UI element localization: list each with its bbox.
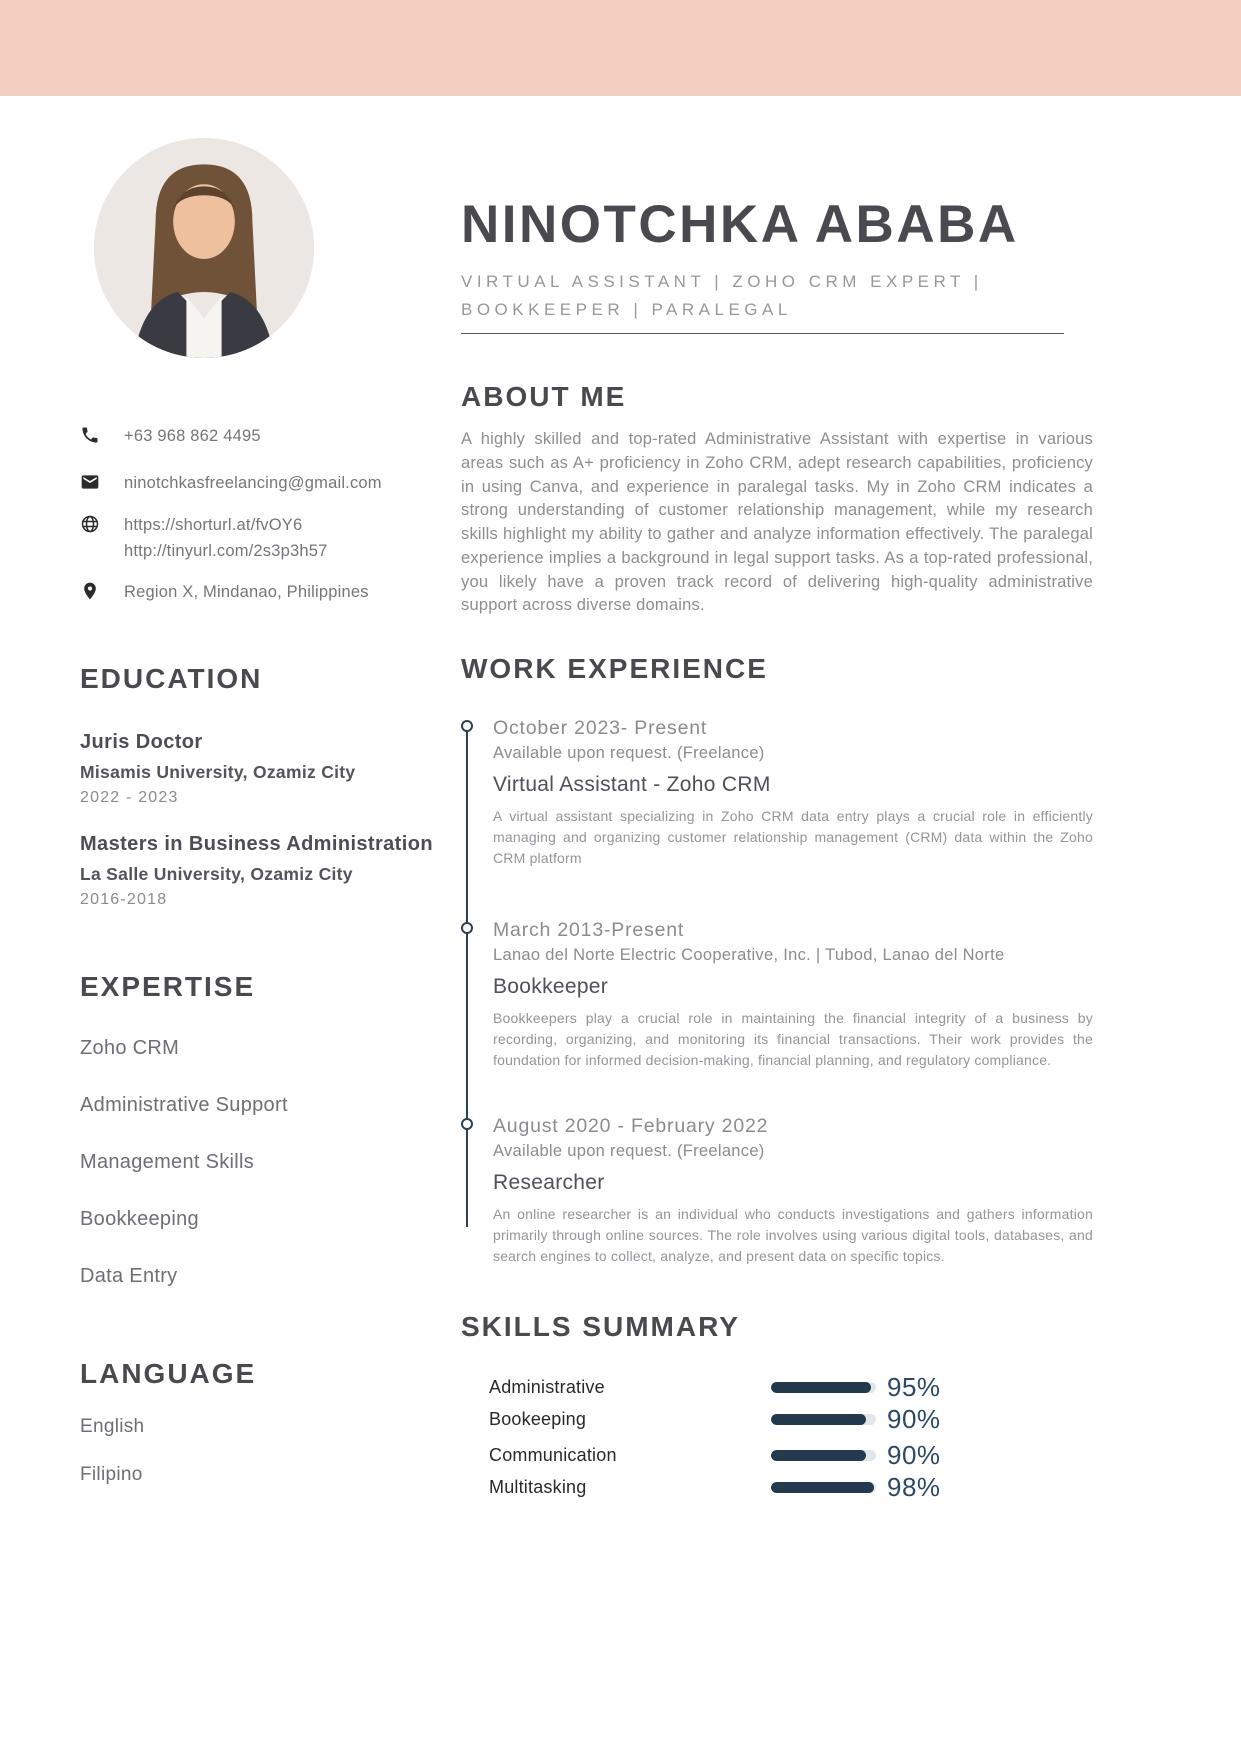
contact-section xyxy=(80,424,448,606)
skill-row xyxy=(489,1441,953,1470)
tagline-line-2: BOOKKEEPER | PARALEGAL xyxy=(461,300,792,320)
location-pin-icon xyxy=(80,581,102,603)
skill-row xyxy=(489,1405,953,1434)
tagline-line-1: VIRTUAL ASSISTANT | ZOHO CRM EXPERT | xyxy=(461,272,983,291)
work-description: Bookkeepers play a crucial role in maintaining the financial integrity of a business by recording, organizing, and monitoring its financial transactions. Their work provides the foundation for informed decision-making, financial planning, and regulatory compliance. xyxy=(493,1010,1093,1069)
skill-bar-fill xyxy=(771,1482,874,1493)
language-heading: LANGUAGE xyxy=(80,1357,257,1389)
work-org: Available upon request. (Freelance) xyxy=(493,744,765,763)
expertise-item: Zoho CRM xyxy=(80,1036,180,1059)
expertise-item: Administrative Support xyxy=(80,1093,288,1116)
skill-name: Communication xyxy=(489,1445,617,1466)
skill-bar xyxy=(771,1482,876,1493)
work-role: Virtual Assistant - Zoho CRM xyxy=(493,773,771,797)
about-text: A highly skilled and top-rated Administrative Assistant with expertise in various areas such as A+ proficiency in Zoho CRM, adept research capabilities, proficiency in using Canva, and experience in paralegal tasks. My in Zoho CRM indicates a strong understanding of customer relationship management, while my research skills highlight my ability to gather and analyze information effectively. The paralegal experience implies a background in legal support tasks. As a top-rated professional, you likely have a proven track record of delivering high-quality administrative support across diverse domains. xyxy=(461,430,1093,615)
skills-summary-heading: SKILLS SUMMARY xyxy=(461,1311,740,1343)
expertise-item: Data Entry xyxy=(80,1264,178,1287)
work-experience-heading: WORK EXPERIENCE xyxy=(461,653,768,685)
work-description: A virtual assistant specializing in Zoho CRM data entry plays a crucial role in efficiently managing and organizing customer relationship management (CRM) data within the Zoho CRM platform xyxy=(493,808,1093,867)
location-text: Region X, Mindanao, Philippines xyxy=(124,583,369,602)
education-years: 2022 - 2023 xyxy=(80,788,179,806)
education-entry xyxy=(80,731,448,807)
work-period: March 2013-Present xyxy=(493,919,685,942)
portfolio-link-1[interactable]: https://shorturl.at/fvOY6 xyxy=(124,516,303,535)
contact-links-row xyxy=(80,513,448,564)
expertise-item: Bookkeeping xyxy=(80,1207,199,1230)
skill-bar xyxy=(771,1450,876,1461)
envelope-icon xyxy=(80,472,102,494)
expertise-heading: EXPERTISE xyxy=(80,970,256,1002)
portfolio-links xyxy=(124,513,328,564)
language-item: Filipino xyxy=(80,1463,143,1485)
contact-email-row xyxy=(80,471,448,497)
skill-name: Bookeeping xyxy=(489,1409,587,1430)
email-address[interactable]: ninotchkasfreelancing@gmail.com xyxy=(124,473,382,492)
timeline-dot-icon xyxy=(461,720,473,732)
work-timeline xyxy=(461,717,1093,1267)
skills-list xyxy=(461,1373,953,1502)
timeline-line xyxy=(466,727,468,1227)
skill-bar-fill xyxy=(771,1450,866,1461)
school-name: La Salle University, Ozamiz City xyxy=(80,863,353,884)
about-heading: ABOUT ME xyxy=(461,381,627,413)
degree-title: Juris Doctor xyxy=(80,730,203,753)
skill-bar xyxy=(771,1414,876,1425)
phone-icon xyxy=(80,425,102,447)
school-name: Misamis University, Ozamiz City xyxy=(80,761,356,782)
work-description: An online researcher is an individual who conducts investigations and gathers information primarily through online sources. The role involves using various digital tools, databases, and search engines to collect, analyze, and present data on specific topics. xyxy=(493,1206,1093,1265)
education-years: 2016-2018 xyxy=(80,890,168,908)
header-divider xyxy=(461,333,1064,334)
skill-percent: 98% xyxy=(887,1472,941,1503)
skill-bar-fill xyxy=(771,1414,866,1425)
work-period: August 2020 - February 2022 xyxy=(493,1115,769,1138)
work-role: Researcher xyxy=(493,1171,605,1195)
candidate-name: NINOTCHKA ABABA xyxy=(461,195,1019,254)
skill-row xyxy=(489,1373,953,1402)
work-org: Lanao del Norte Electric Cooperative, Inc. | Tubod, Lanao del Norte xyxy=(493,946,1005,965)
main-column xyxy=(461,0,1093,1505)
timeline-dot-icon xyxy=(461,922,473,934)
skill-percent: 90% xyxy=(887,1440,941,1471)
work-entry xyxy=(493,919,1093,1071)
candidate-tagline xyxy=(461,268,1093,324)
skill-name: Multitasking xyxy=(489,1477,587,1498)
skill-bar-fill xyxy=(771,1382,871,1393)
work-entry xyxy=(493,1115,1093,1267)
skill-percent: 90% xyxy=(887,1404,941,1435)
education-entry xyxy=(80,833,448,909)
education-heading: EDUCATION xyxy=(80,662,263,694)
timeline-dot-icon xyxy=(461,1118,473,1130)
contact-location-row xyxy=(80,580,448,606)
skill-name: Administrative xyxy=(489,1377,605,1398)
phone-number: +63 968 862 4495 xyxy=(124,427,261,445)
skill-percent: 95% xyxy=(887,1372,941,1403)
contact-phone-row xyxy=(80,424,448,450)
language-item: English xyxy=(80,1415,145,1437)
left-column xyxy=(80,0,448,1486)
work-period: October 2023- Present xyxy=(493,717,708,740)
skill-bar xyxy=(771,1382,876,1393)
globe-icon xyxy=(80,514,102,536)
work-org: Available upon request. (Freelance) xyxy=(493,1142,765,1161)
expertise-item: Management Skills xyxy=(80,1150,255,1173)
work-role: Bookkeeper xyxy=(493,975,609,999)
work-entry xyxy=(493,717,1093,869)
skill-row xyxy=(489,1473,953,1502)
degree-title: Masters in Business Administration xyxy=(80,832,433,855)
portfolio-link-2[interactable]: http://tinyurl.com/2s3p3h57 xyxy=(124,541,328,560)
